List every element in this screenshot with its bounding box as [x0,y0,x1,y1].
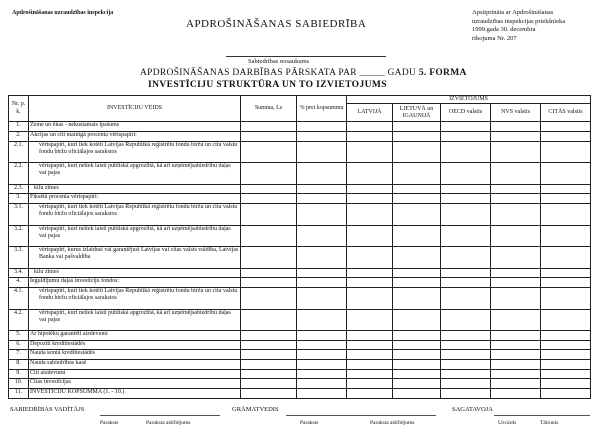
row-number: 5. [9,331,29,341]
value-cell[interactable] [241,340,297,350]
value-cell[interactable] [393,360,441,370]
row-label: Akcijas un citi mainīgā procenta vērtspapīri: [29,131,241,141]
table-row [9,331,591,341]
value-cell[interactable] [241,278,297,288]
value-cell[interactable] [297,369,347,379]
value-cell[interactable] [297,225,347,247]
table-row [9,369,591,379]
value-cell[interactable] [441,184,491,194]
value-cell[interactable] [441,131,491,141]
value-cell[interactable] [441,369,491,379]
value-cell[interactable] [541,225,591,247]
value-cell[interactable] [297,331,347,341]
value-cell[interactable] [441,122,491,132]
value-cell[interactable] [297,379,347,389]
value-cell[interactable] [491,309,541,331]
value-cell[interactable] [297,247,347,269]
table-row [9,350,591,360]
row-number: 2. [9,131,29,141]
row-number: 11. [9,389,29,399]
table-row [9,204,591,226]
form-number: 5. FORMA [418,68,467,78]
inspection-label: Apdrošināšanas uzraudzības inspekcija [12,10,114,16]
value-cell[interactable] [441,247,491,269]
row-label: Citas investīcijas [29,379,241,389]
head-signature-caption: Paraksts [100,420,119,426]
col-latvia-header: LATVIJĀ [347,104,393,122]
value-cell[interactable] [393,369,441,379]
value-cell[interactable] [541,194,591,204]
value-cell[interactable] [347,369,393,379]
value-cell[interactable] [393,225,441,247]
row-label: vērtspapīri, kuri tiek kotēti Latvijas Republikā reģistrētu fondu biržu un citu valstu fondu biržu oficiālajos sarakstos [29,141,241,163]
row-label: vērtspapīri, kuri netiek laisti publiskā apgrozībā, kā arī uzņēmējsabiedrību daļas vai pajas [29,163,241,185]
value-cell[interactable] [297,268,347,278]
value-cell[interactable] [441,225,491,247]
value-cell[interactable] [491,369,541,379]
value-cell[interactable] [541,247,591,269]
value-cell[interactable] [541,331,591,341]
approval-line: 1999.gada 30. decembra [472,26,536,34]
value-cell[interactable] [393,278,441,288]
col-oecd-header: OECD valstīs [441,104,491,122]
value-cell[interactable] [393,287,441,309]
value-cell[interactable] [241,225,297,247]
value-cell[interactable] [541,141,591,163]
value-cell[interactable] [441,204,491,226]
head-signature-line[interactable] [100,415,220,416]
preparer-name-caption: Uzvārds [498,420,517,426]
row-label: kilu zīmes [29,184,241,194]
value-cell[interactable] [541,369,591,379]
value-cell[interactable] [541,360,591,370]
value-cell[interactable] [393,131,441,141]
value-cell[interactable] [491,141,541,163]
value-cell[interactable] [541,122,591,132]
table-row [9,122,591,132]
value-cell[interactable] [541,184,591,194]
value-cell[interactable] [297,360,347,370]
row-number: 3. [9,194,29,204]
value-cell[interactable] [393,389,441,399]
table-row [9,184,591,194]
table-row [9,141,591,163]
row-label: vērtspapīri, kuri netiek laisti publiskā apgrozībā, kā arī uzņēmējsabiedrību daļas vai pajas [29,309,241,331]
table-row [9,278,591,288]
table-row [9,309,591,331]
value-cell[interactable] [347,268,393,278]
value-cell[interactable] [241,184,297,194]
value-cell[interactable] [297,309,347,331]
value-cell[interactable] [347,278,393,288]
company-heading: APDROŠINĀŠANAS SABIEDRĪBA [186,18,367,30]
value-cell[interactable] [241,204,297,226]
col-nvs-header: NVS valstīs [491,104,541,122]
row-number: 3.3. [9,247,29,269]
report-title-text: APDROŠINĀŠANAS DARBĪBAS PĀRSKATA PAR _____ GADU [140,68,417,78]
value-cell[interactable] [541,350,591,360]
value-cell[interactable] [541,204,591,226]
value-cell[interactable] [441,309,491,331]
value-cell[interactable] [441,360,491,370]
value-cell[interactable] [393,350,441,360]
table-row [9,287,591,309]
value-cell[interactable] [347,379,393,389]
value-cell[interactable] [491,287,541,309]
row-number: 8. [9,360,29,370]
table-row [9,247,591,269]
report-subtitle: INVESTĪCIJU STRUKTŪRA UN TO IZVIETOJUMS [148,80,387,90]
row-number: 6. [9,340,29,350]
value-cell[interactable] [347,194,393,204]
table-row [9,389,591,399]
row-number: 3.2. [9,225,29,247]
row-label: Ar hipotēku garantēti aizdevumi [29,331,241,341]
col-sum-header: Summa, Ls [241,96,297,122]
value-cell[interactable] [241,287,297,309]
row-label: Depozīti kredītiestādēs [29,340,241,350]
value-cell[interactable] [541,278,591,288]
value-cell[interactable] [541,309,591,331]
accountant-label: GRĀMATVEDIS [232,406,279,413]
value-cell[interactable] [297,184,347,194]
value-cell[interactable] [297,204,347,226]
value-cell[interactable] [491,268,541,278]
col-lithuania-header: LIETUVĀ un IGAUNIJĀ [393,104,441,122]
table-row [9,340,591,350]
value-cell[interactable] [393,194,441,204]
company-name-field[interactable] [226,56,386,57]
row-number: 3.4. [9,268,29,278]
value-cell[interactable] [393,340,441,350]
row-label: Citi aizdevumi [29,369,241,379]
value-cell[interactable] [541,379,591,389]
value-cell[interactable] [297,287,347,309]
row-label: INVESTĪCIJU KOPSUMMA (1. - 10.) [29,389,241,399]
value-cell[interactable] [347,184,393,194]
value-cell[interactable] [491,340,541,350]
accountant-decoding-caption: Paraksta atšifrējums [370,420,415,426]
value-cell[interactable] [491,350,541,360]
value-cell[interactable] [441,141,491,163]
value-cell[interactable] [241,141,297,163]
row-number: 4.2. [9,309,29,331]
value-cell[interactable] [297,389,347,399]
value-cell[interactable] [347,340,393,350]
head-label: SABIEDRĪBAS VADĪTĀJS [10,406,85,413]
value-cell[interactable] [241,369,297,379]
table-row [9,194,591,204]
table-row [9,268,591,278]
value-cell[interactable] [541,268,591,278]
accountant-signature-line[interactable] [286,415,436,416]
value-cell[interactable] [441,278,491,288]
value-cell[interactable] [491,204,541,226]
value-cell[interactable] [491,131,541,141]
row-label: Nauda kontā kredītiestādēs [29,350,241,360]
row-label: Ieguldījumu daļas investīciju fondos: [29,278,241,288]
value-cell[interactable] [347,331,393,341]
row-number: 7. [9,350,29,360]
value-cell[interactable] [347,131,393,141]
table-row [9,360,591,370]
company-name-label: Sabiedrības nosaukums [248,58,310,65]
value-cell[interactable] [491,331,541,341]
value-cell[interactable] [347,350,393,360]
row-label: vērtspapīri, kuri tiek kotēti Latvijas Republikā reģistrētu fondu biržu un citu valstu fondu biržu oficiālajos sarakstos [29,204,241,226]
value-cell[interactable] [297,141,347,163]
value-cell[interactable] [347,389,393,399]
value-cell[interactable] [491,360,541,370]
table-row [9,379,591,389]
value-cell[interactable] [347,247,393,269]
value-cell[interactable] [441,194,491,204]
value-cell[interactable] [393,204,441,226]
value-cell[interactable] [491,122,541,132]
value-cell[interactable] [441,350,491,360]
value-cell[interactable] [241,360,297,370]
value-cell[interactable] [347,204,393,226]
value-cell[interactable] [541,340,591,350]
col-other-header: CITĀS valstīs [541,104,591,122]
value-cell[interactable] [393,247,441,269]
investment-table [8,95,591,399]
row-number: 10. [9,379,29,389]
row-number: 1. [9,122,29,132]
report-title [140,68,467,78]
table-row [9,163,591,185]
row-number: 2.3. [9,184,29,194]
value-cell[interactable] [297,194,347,204]
row-label: Nauda sabiedrības kasē [29,360,241,370]
value-cell[interactable] [347,360,393,370]
value-cell[interactable] [491,278,541,288]
value-cell[interactable] [347,141,393,163]
row-number: 2.2. [9,163,29,185]
row-label: vērtspapīri, kuri tiek kotēti Latvijas Republikā reģistrētu fondu biržu un citu valstu fondu biržu oficiālajos sarakstos [29,287,241,309]
value-cell[interactable] [241,131,297,141]
value-cell[interactable] [393,141,441,163]
row-label: Zeme un ēkas - nekustamais īpašums [29,122,241,132]
approval-note [472,9,598,43]
value-cell[interactable] [393,184,441,194]
value-cell[interactable] [347,122,393,132]
value-cell[interactable] [491,247,541,269]
preparer-phone-caption: Tālrunis [540,420,559,426]
preparer-signature-line[interactable] [494,415,590,416]
value-cell[interactable] [241,122,297,132]
value-cell[interactable] [241,379,297,389]
value-cell[interactable] [297,122,347,132]
head-decoding-caption: Paraksta atšifrējums [146,420,191,426]
value-cell[interactable] [297,278,347,288]
row-number: 2.1. [9,141,29,163]
value-cell[interactable] [491,184,541,194]
value-cell[interactable] [297,131,347,141]
value-cell[interactable] [541,163,591,185]
value-cell[interactable] [393,268,441,278]
value-cell[interactable] [441,379,491,389]
value-cell[interactable] [297,340,347,350]
value-cell[interactable] [441,287,491,309]
col-percent-header: % pret kopsummu [297,96,347,122]
row-number: 4.1. [9,287,29,309]
value-cell[interactable] [241,331,297,341]
value-cell[interactable] [297,163,347,185]
value-cell[interactable] [541,131,591,141]
row-label: kilu zīmes [29,268,241,278]
table-row [9,131,591,141]
row-number: 3.1. [9,204,29,226]
value-cell[interactable] [491,194,541,204]
value-cell[interactable] [541,389,591,399]
value-cell[interactable] [347,225,393,247]
value-cell[interactable] [347,163,393,185]
value-cell[interactable] [491,225,541,247]
value-cell[interactable] [241,163,297,185]
row-label: vērtspapīri, kuri netiek laisti publiskā apgrozībā, kā arī uzņēmējsabiedrību daļas vai pajas [29,225,241,247]
value-cell[interactable] [347,287,393,309]
table-row [9,225,591,247]
value-cell[interactable] [491,379,541,389]
value-cell[interactable] [491,163,541,185]
row-label: Fiksētā procenta vērtspapīri: [29,194,241,204]
value-cell[interactable] [241,389,297,399]
value-cell[interactable] [441,340,491,350]
value-cell[interactable] [441,268,491,278]
row-number: 4. [9,278,29,288]
approval-line: uzraudzības inspekcijas priekšnieka [472,17,566,25]
value-cell[interactable] [347,309,393,331]
value-cell[interactable] [441,163,491,185]
row-number: 9. [9,369,29,379]
value-cell[interactable] [393,379,441,389]
row-label: vērtspapīri, kurus izlaidusi vai garantējusi Latvijas vai citas valsts valdība, Latvijas Banka vai pašvaldība [29,247,241,269]
col-investment-header: INVESTĪCIJU VEIDS [29,96,241,122]
value-cell[interactable] [441,331,491,341]
value-cell[interactable] [241,247,297,269]
accountant-signature-caption: Paraksts [300,420,319,426]
approval-line: rīkojuma Nr. 207 [472,34,517,42]
value-cell[interactable] [441,389,491,399]
value-cell[interactable] [241,309,297,331]
value-cell[interactable] [541,287,591,309]
value-cell[interactable] [491,389,541,399]
value-cell[interactable] [393,331,441,341]
value-cell[interactable] [393,122,441,132]
value-cell[interactable] [297,350,347,360]
col-nr-header: Nr. p. k. [9,96,29,122]
value-cell[interactable] [393,309,441,331]
value-cell[interactable] [393,163,441,185]
value-cell[interactable] [241,268,297,278]
value-cell[interactable] [241,350,297,360]
approval-line: Apstiprināta ar Apdrošināšanas [472,9,554,16]
preparer-label: SAGATAVOJA [452,406,493,413]
value-cell[interactable] [241,194,297,204]
col-placement-header: IZVIETOJUMS [347,96,591,104]
